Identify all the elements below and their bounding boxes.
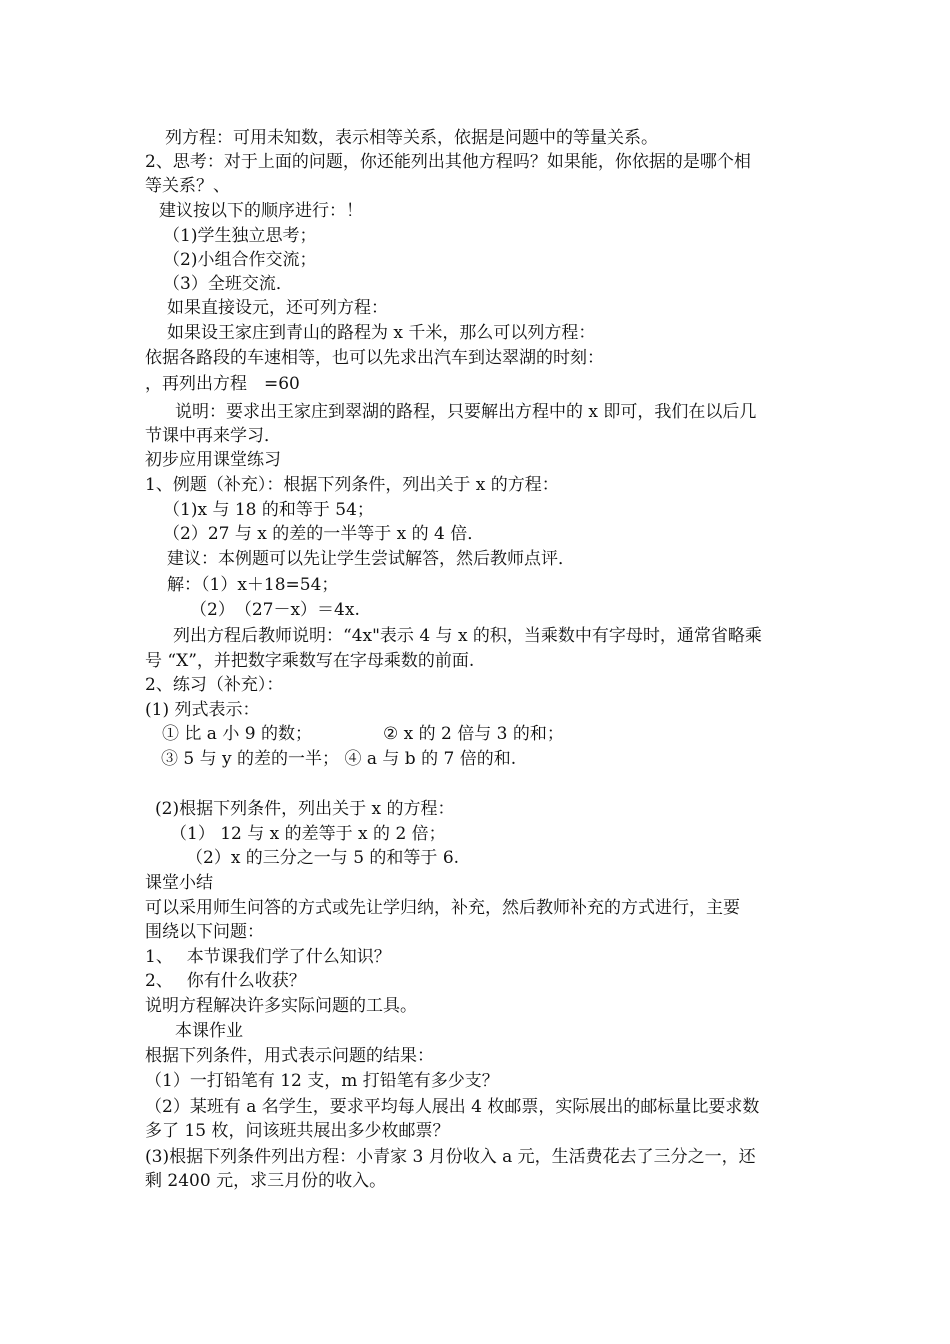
text-line: 根据下列条件，用式表示问题的结果： [145, 1046, 434, 1066]
section-heading: 本课作业 [175, 1021, 243, 1041]
list-item: （1） 12 与 x 的差等于 x 的 2 倍； [170, 824, 446, 844]
text-line: 说明：要求出王家庄到翠湖的路程，只要解出方程中的 x 即可，我们在以后几 [175, 402, 757, 422]
text-line: 等关系？、 [145, 176, 230, 196]
equation-line: ，再列出方程 =60 [145, 374, 300, 394]
text-line: 多了 15 枚，问该班共展出多少枚邮票？ [145, 1121, 450, 1141]
list-item: （2）27 与 x 的差的一半等于 x 的 4 倍． [163, 524, 485, 544]
text-line: 如果设王家庄到青山的路程为 x 千米，那么可以列方程： [167, 323, 596, 343]
list-item: (3)根据下列条件列出方程：小青家 3 月份收入 a 元，生活费花去了三分之一，还 [145, 1147, 756, 1167]
text-line: (2)根据下列条件，列出关于 x 的方程： [155, 799, 455, 819]
text-line: 建议按以下的顺序进行：！ [159, 201, 363, 221]
equation-line: 解：（1）x＋18=54； [167, 575, 339, 595]
text-line: 说明方程解决许多实际问题的工具。 [145, 996, 417, 1016]
text-line: 依据各路段的车速相等，也可以先求出汽车到达翠湖的时刻： [145, 348, 604, 368]
text-line: 建议：本例题可以先让学生尝试解答，然后教师点评． [167, 549, 575, 569]
list-item: （1）一打铅笔有 12 支，m 打铅笔有多少支？ [145, 1071, 499, 1091]
section-heading: 初步应用课堂练习 [145, 450, 281, 470]
section-heading: 课堂小结 [145, 873, 213, 893]
text-line: 2、思考：对于上面的问题，你还能列出其他方程吗？如果能，你依据的是哪个相 [145, 152, 751, 172]
text-line: 列方程：可用未知数，表示相等关系，依据是问题中的等量关系。 [165, 128, 658, 148]
text-line: 可以采用师生问答的方式或先让学归纳，补充，然后教师补充的方式进行，主要 [145, 898, 740, 918]
text-line: 剩 2400 元，求三月份的收入。 [145, 1171, 387, 1191]
list-item: ③ 5 与 y 的差的一半； ④ a 与 b 的 7 倍的和. [161, 749, 517, 769]
list-item: 1、 本节课我们学了什么知识？ [145, 947, 391, 967]
text-line: 列出方程后教师说明：“4x"表示 4 与 x 的积，当乘数中有字母时，通常省略乘 [173, 626, 762, 646]
list-item: （2）x 的三分之一与 5 的和等于 6. [186, 848, 460, 868]
equation-line: （2） （27－x）＝4x. [190, 600, 360, 620]
text-line: 如果直接设元，还可列方程： [167, 298, 388, 318]
list-item: ② x 的 2 倍与 3 的和； [383, 724, 564, 744]
list-item: （1)x 与 18 的和等于 54； [163, 500, 374, 520]
list-item: 2、 你有什么收获？ [145, 971, 306, 991]
text-line: 2、练习（补充）： [145, 675, 284, 695]
text-line: (1) 列式表示： [145, 700, 260, 720]
list-item: （1)学生独立思考； [163, 226, 317, 246]
list-item: （2）某班有 a 名学生，要求平均每人展出 4 枚邮票，实际展出的邮标量比要求数 [145, 1097, 760, 1117]
text-line: 节课中再来学习． [145, 426, 281, 446]
list-item: （2)小组合作交流； [163, 250, 317, 270]
list-item: ① 比 a 小 9 的数； [162, 724, 312, 744]
text-line: 号 “X”，并把数字乘数写在字母乘数的前面. [145, 651, 475, 671]
text-line: 1、例题（补充）：根据下列条件，列出关于 x 的方程： [145, 475, 559, 495]
text-line: 围绕以下问题： [145, 922, 264, 942]
list-item: （3）全班交流． [163, 274, 293, 294]
